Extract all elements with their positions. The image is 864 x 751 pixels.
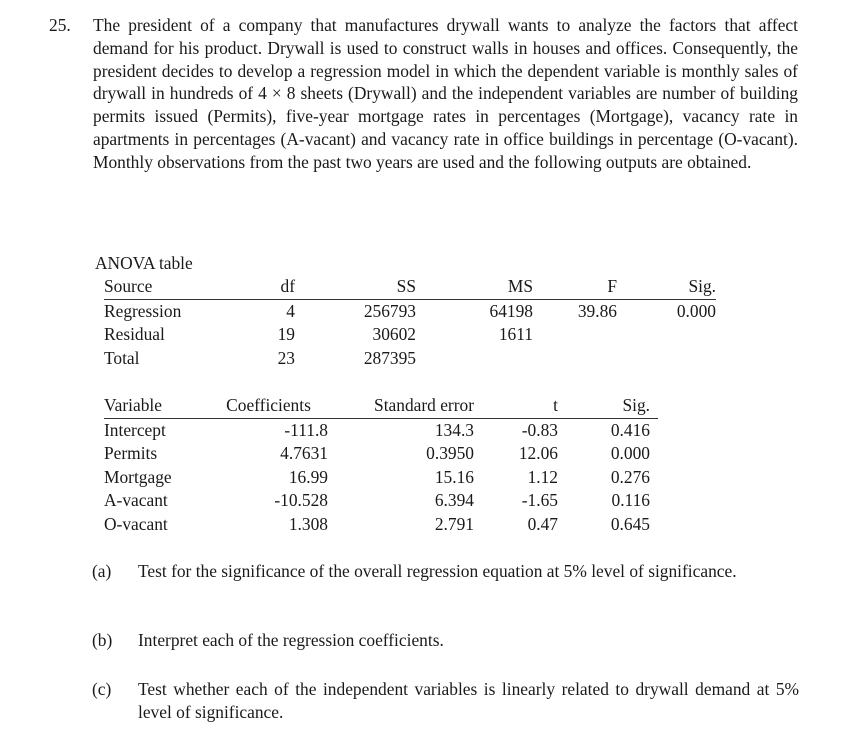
cell: 12.06 [518, 443, 558, 463]
question-part-b [92, 629, 799, 652]
header-df: df [239, 275, 295, 299]
cell: 64198 [489, 300, 533, 321]
cell: 1611 [498, 324, 533, 344]
cell: 0.47 [527, 513, 558, 534]
part-label: (a) [92, 561, 112, 581]
table-header-row [104, 394, 658, 418]
table-row [104, 299, 716, 323]
header-source: Source [104, 275, 239, 299]
table-row [104, 489, 658, 513]
cell: 0.3950 [426, 443, 474, 463]
cell: 256793 [363, 300, 416, 321]
coefficients-table [104, 394, 658, 536]
cell: 6.394 [434, 490, 474, 510]
question-part-c [92, 678, 799, 724]
problem-line: that affect demand for his product. Drywall is used to construct walls in houses and [93, 15, 798, 58]
cell: -1.65 [521, 490, 558, 510]
header-sig: Sig. [617, 275, 716, 299]
cell: 1.12 [527, 466, 558, 487]
part-line: Test for the significance of the overall regression equation at 5% level of [138, 561, 644, 581]
part-label: (b) [92, 630, 113, 650]
cell [416, 347, 533, 371]
header-sig: Sig. [558, 394, 658, 418]
anova-table-title: ANOVA table [95, 253, 193, 273]
cell: Permits [104, 443, 158, 463]
header-standard-error: Standard error [328, 394, 474, 418]
cell: 0.116 [611, 490, 650, 510]
cell: 15.16 [434, 466, 474, 487]
cell: 0.000 [610, 443, 650, 463]
cell: Total [104, 347, 140, 368]
cell: Regression [104, 300, 182, 321]
table-row [104, 513, 658, 537]
cell: 4.7631 [280, 443, 328, 463]
cell: 4 [286, 300, 295, 321]
cell: A-vacant [104, 490, 168, 510]
table-row [104, 442, 658, 466]
part-line: Interpret each of the regression coefficients. [138, 630, 444, 650]
header-ms: MS [416, 275, 533, 299]
header-ss: SS [295, 275, 416, 299]
header-coefficients: Coefficients [209, 394, 328, 418]
problem-line: apartments in percentages (A-vacant) and vacancy rate in office buildings in [93, 128, 633, 149]
part-text [138, 560, 799, 583]
question-number: 25. [49, 15, 71, 35]
cell [533, 347, 617, 371]
cell [617, 323, 716, 347]
cell: 0.276 [610, 466, 650, 487]
cell: 23 [277, 347, 295, 368]
part-line: significance. [648, 561, 737, 581]
problem-line: (Permits), five-year mortgage rates in percentages (Mortgage), vacancy rate in [207, 106, 799, 127]
cell: 39.86 [577, 300, 617, 321]
cell: 134.3 [434, 419, 474, 440]
cell: 287395 [363, 347, 416, 368]
cell: Intercept [104, 419, 166, 440]
problem-line: (Drywall) and the independent variables are number of building permits issued [93, 83, 798, 127]
cell: 16.99 [288, 466, 328, 487]
table-row [104, 418, 658, 442]
problem-line: percentage (O-vacant). Monthly observations from the past two years are used and [93, 128, 798, 172]
cell: 30602 [372, 324, 416, 344]
cell: 1.308 [288, 513, 328, 534]
cell: O-vacant [104, 513, 168, 534]
table-row [104, 347, 716, 371]
cell: 0.645 [610, 513, 650, 534]
question-part-a [92, 560, 799, 583]
cell [533, 323, 617, 347]
cell: Residual [104, 324, 165, 344]
problem-line: the following outputs are obtained. [508, 151, 752, 172]
table-row [104, 466, 658, 490]
header-variable: Variable [104, 394, 209, 418]
header-t: t [474, 394, 558, 418]
problem-line: The president of a company that manufactures drywall wants to analyze the factors [93, 15, 717, 35]
part-line: Test whether each of the independent variables is linearly related to drywall [138, 679, 689, 699]
problem-statement [93, 14, 798, 174]
anova-table [104, 275, 716, 370]
cell: -111.8 [284, 419, 328, 440]
table-row [104, 323, 716, 347]
cell: 2.791 [434, 513, 474, 534]
cell [617, 347, 716, 371]
part-line: demand at 5% level of significance. [138, 679, 800, 722]
table-header-row [104, 275, 716, 299]
cell: -10.528 [274, 490, 328, 510]
problem-line: the dependent variable is monthly sales of drywall in hundreds of 4 × 8 sheets [93, 60, 798, 104]
part-text [138, 629, 799, 652]
cell: Mortgage [104, 466, 172, 487]
cell: 0.000 [676, 300, 716, 321]
cell: 0.416 [610, 419, 650, 440]
header-f: F [533, 275, 617, 299]
cell: -0.83 [521, 419, 558, 440]
part-label: (c) [92, 679, 112, 699]
part-text [138, 678, 799, 724]
cell: 19 [277, 324, 295, 344]
problem-line: offices. Consequently, the president decides to develop a regression model in which [93, 37, 798, 81]
